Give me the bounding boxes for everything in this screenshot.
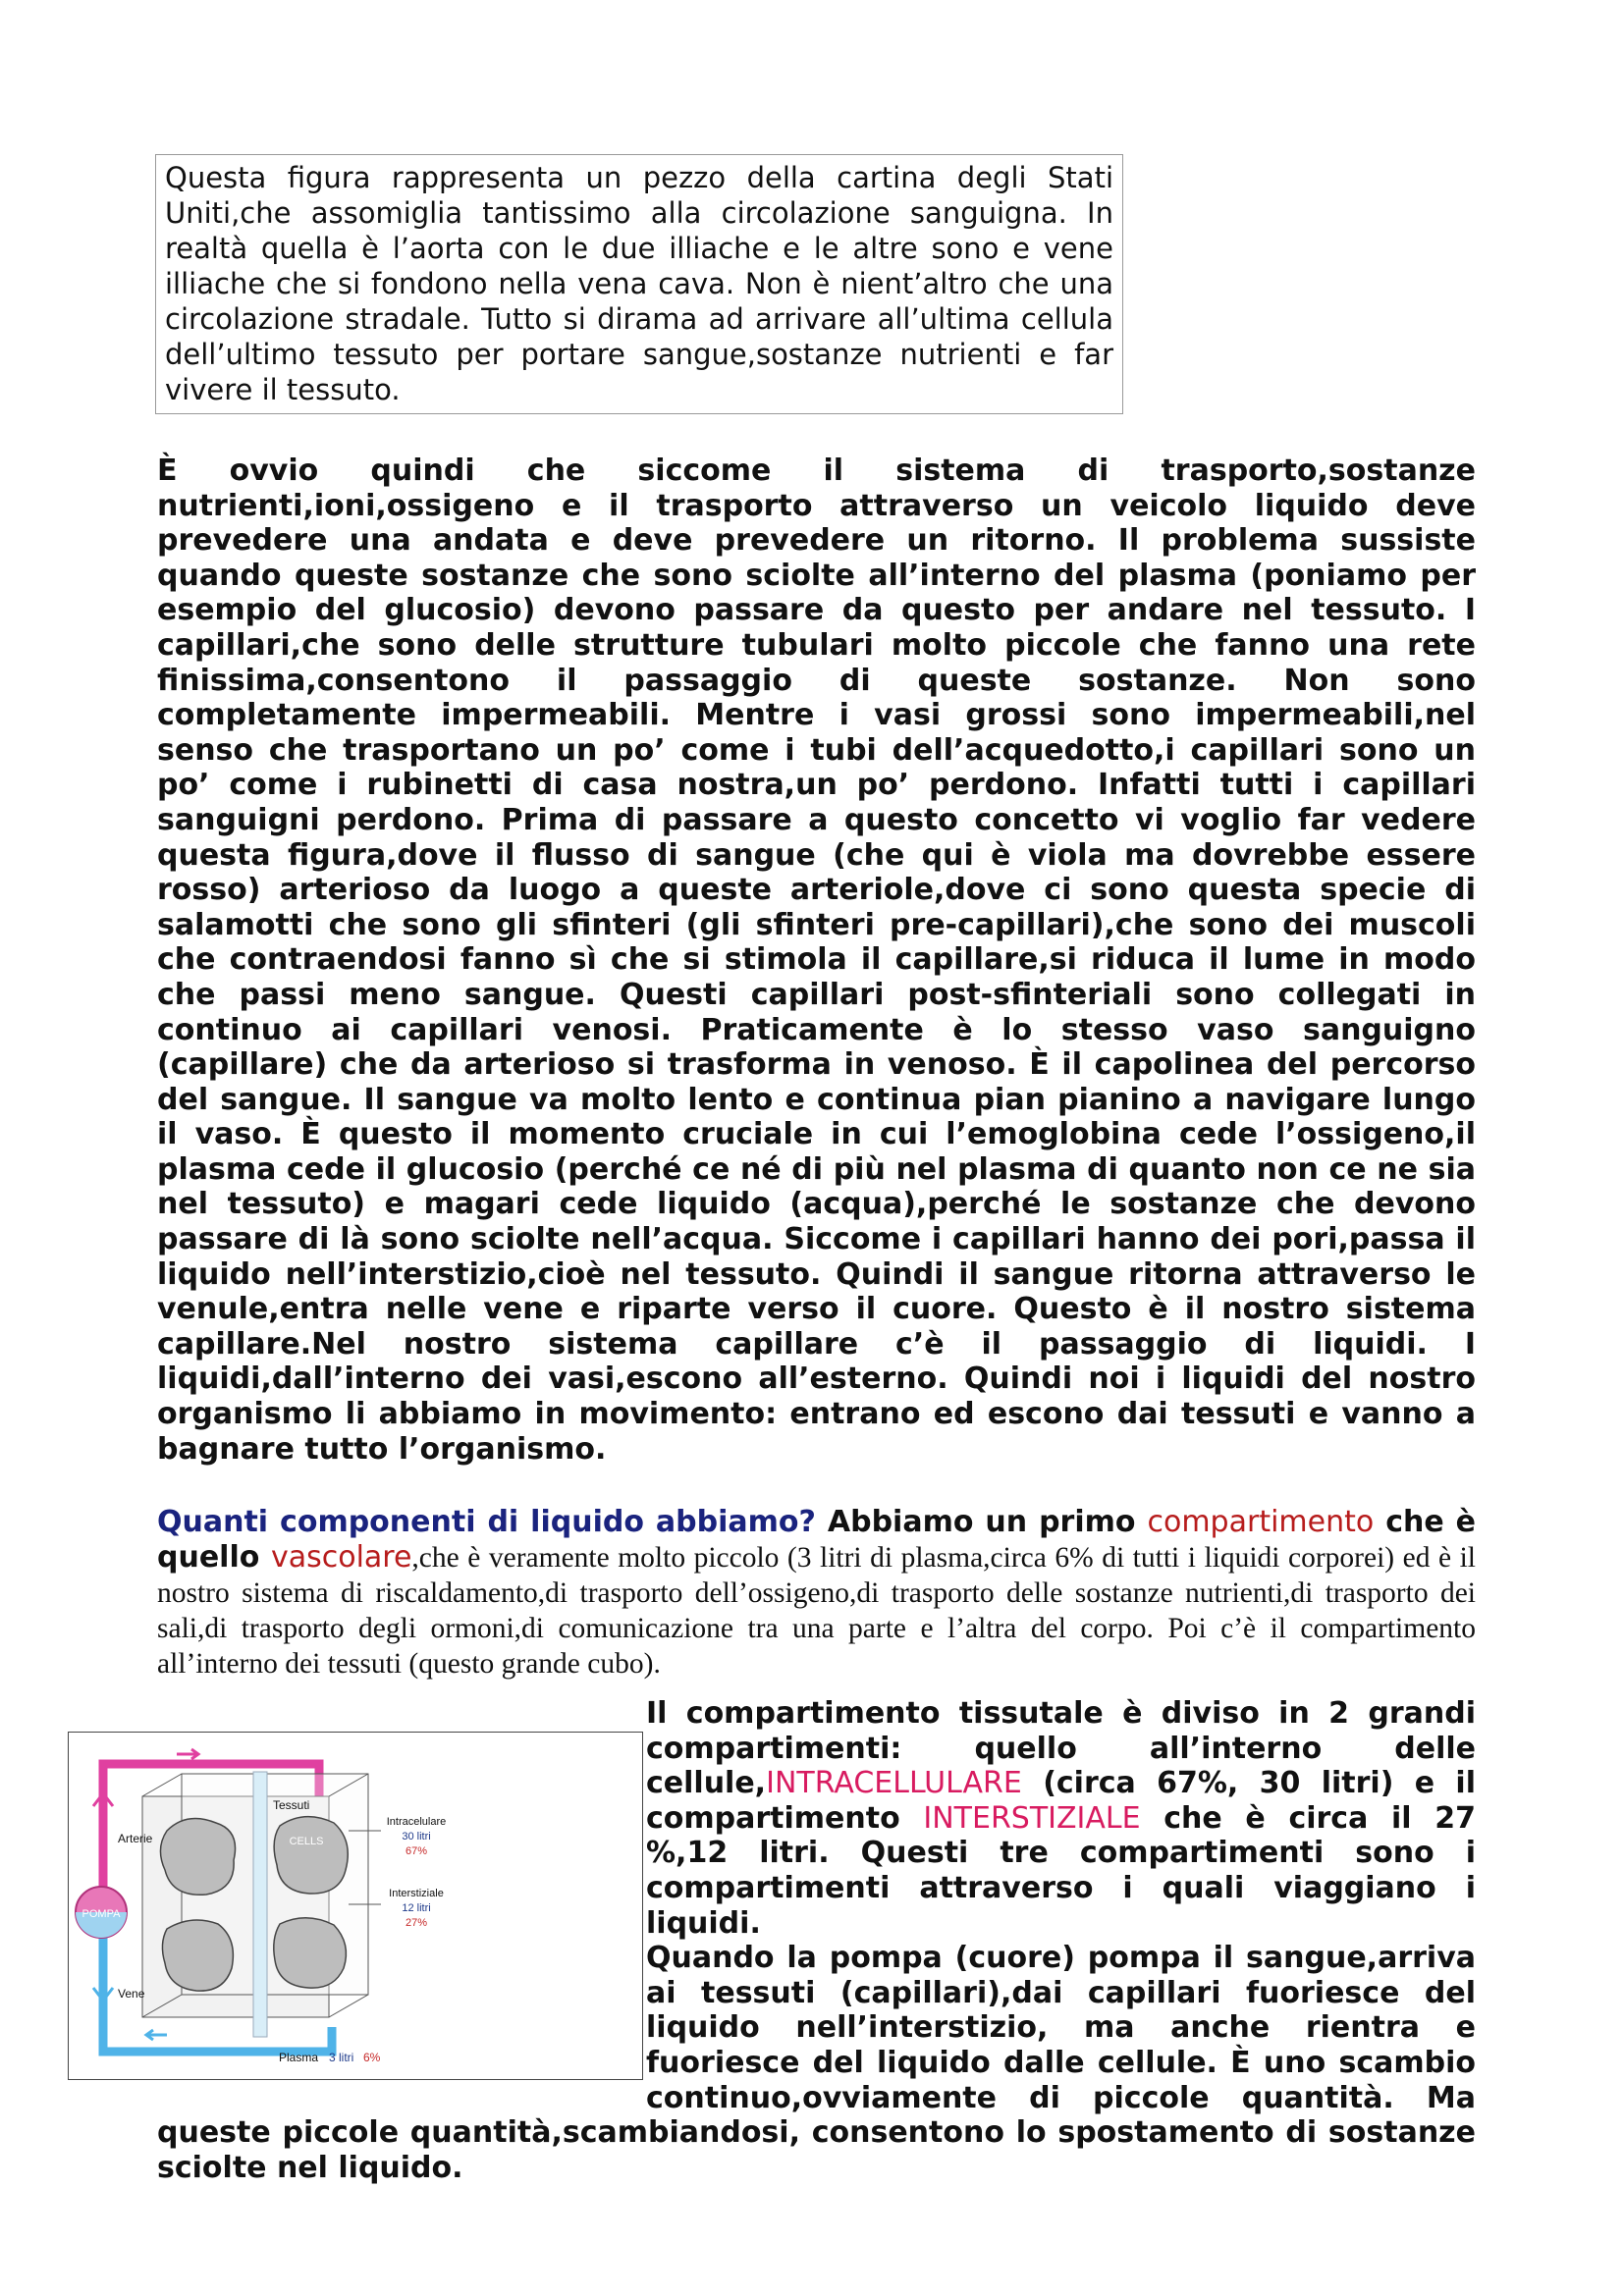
vene-label: Vene [118,1987,145,2001]
capillary-tube [253,1772,267,2037]
pump-label: POMPA [81,1908,121,1920]
vascolare-description: ,che è veramente molto piccolo (3 litri di plasma,circa 6% di tutti i liquidi corporei) ed è il nostro sistema di riscaldamento,di trasporto dell’ossigeno,di trasporto delle sostanze nutrienti,di trasporto dei sali,di trasporto degli ormoni,di comunicazione tra una parte e l’altra del corpo. Poi c’è il compartimento all’interno dei tessuti (questo grande cubo). [157,1542,1476,1680]
tissue-part2: (circa 67%, 30 litri) e il compartimento [646,1766,1476,1836]
compartments-figure [68,1732,643,2080]
question-part2: che è quello [157,1505,1477,1575]
intra-litri: 30 litri [402,1831,431,1842]
question-heading: Quanti componenti di liquido abbiamo? [157,1505,816,1539]
inter-label: Interstiziale [389,1888,444,1899]
tissue-part4: Quando la pompa (cuore) pompa il sangue,arriva ai tessuti (capillari),dai capillari fuoriesce del liquido nell’interstizio, ma anche rientra e fuoriesce del liquido dalle cellule. È uno scambio continuo,ovviamente di piccole quantità. Ma queste piccole quantità,scambiandosi, consentono lo spostamento di sostanze sciolte nel liquido. [157,1941,1476,2185]
plasma-pct: 6% [363,2051,381,2064]
arterie-label: Arterie [118,1832,153,1845]
tissue-part1: Il compartimento tissutale è diviso in 2 grandi compartimenti: quello all’interno delle cellule, [646,1696,1476,1801]
question-paragraph [157,1505,1476,1682]
main-paragraph: È ovvio quindi che siccome il sistema di trasporto,sostanze nutrienti,ioni,ossigeno e il trasporto attraverso un veicolo liquido deve prevedere una andata e deve prevedere un ritorno. Il problema sussiste quando queste sostanze che sono sciolte all’interno del plasma (poniamo per esempio del glucosio) devono passare da questo per andare nel tessuto. I capillari,che sono delle strutture tubulari molto piccole che fanno una rete finissima,consentono il passaggio di queste sostanze. Non sono completamente impermeabili. Mentre i vasi grossi sono impermeabili,nel senso che trasportano un po’ come i tubi dell’acquedotto,i capillari sono un po’ come i rubinetti di casa nostra,un po’ perdono. Infatti tutti i capillari sanguigni perdono. Prima di passare a questo concetto vi voglio far vedere questa figura,dove il flusso di sangue (che qui è viola ma dovrebbe essere rosso) arterioso da luogo a queste arteriole,dove ci sono questa specie di salamotti che sono gli sfinteri (gli sfinteri pre-capillari),che sono dei muscoli che contraendosi fanno sì che si stimola il capillare,si riduca il lume in modo che passi meno sangue. Questi capillari post-sfinteriali sono collegati in continuo ai capillari venosi. Praticamente è lo stesso vaso sanguigno (capillare) che da arterioso si trasforma in venoso. È il capolinea del percorso del sangue. Il sangue va molto lento e continua pian pianino a navigare lungo il vaso. È questo il momento cruciale in cui l’emoglobina cede l’ossigeno,il plasma cede il glucosio (perché ce né di più nel plasma di quanto non ce ne sia nel tessuto) e magari cede liquido (acqua),perché le sostanze che devono passare di là sono sciolte nell’acqua. Siccome i capillari hanno dei pori,passa il liquido nell’interstizio,cioè nel tessuto. Quindi il sangue ritorna attraverso le venule,entra nelle vene e riparte verso il cuore. Questo è il nostro sistema capillare.Nel nostro sistema capillare c’è il passaggio di liquidi. I liquidi,dall’interno dei vasi,escono all’esterno. Quindi noi i liquidi del nostro organismo li abbiamo in movimento: entrano ed escono dai tessuti e vanno a bagnare tutto l’organismo. [157,454,1476,1467]
interstiziale-word: INTERSTIZIALE [923,1800,1141,1836]
vascolare-word: vascolare [270,1540,412,1575]
cells-label: CELLS [289,1836,324,1847]
plasma-label: Plasma [279,2051,319,2064]
plasma-litri: 3 litri [329,2051,354,2064]
cell-shape [274,1817,348,1894]
inter-litri: 12 litri [402,1902,431,1914]
cell-shape [160,1819,235,1896]
intra-label: Intracelulare [386,1816,447,1828]
compartments-diagram [69,1733,642,2079]
tissue-part3: che è circa il 27 %,12 litri. Questi tre compartimenti sono i compartimenti attraverso i quali viaggiano i liquidi. [646,1800,1476,1941]
question-part1: Abbiamo un primo [815,1505,1148,1539]
caption-text: Questa figura rappresenta un pezzo della cartina degli Stati Uniti,che assomiglia tantissimo alla circolazione sanguigna. In realtà quella è l’aorta con le due illiache e le altre sono e vene illiache che si fondono nella vena cava. Non è nient’altro che una circolazione stradale. Tutto si dirama ad arrivare all’ultima cellula dell’ultimo tessuto per portare sangue,sostanze nutrienti e far vivere il tessuto. [165,161,1113,406]
cell-shape [162,1920,233,1991]
compartimento-word: compartimento [1147,1505,1375,1539]
tessuti-label: Tessuti [273,1798,310,1812]
inter-pct: 27% [405,1917,428,1929]
intra-pct: 67% [405,1845,428,1857]
figure-caption-box [155,154,1123,414]
intracellulare-word: INTRACELLULARE [766,1766,1022,1801]
cell-shape [274,1918,347,1988]
